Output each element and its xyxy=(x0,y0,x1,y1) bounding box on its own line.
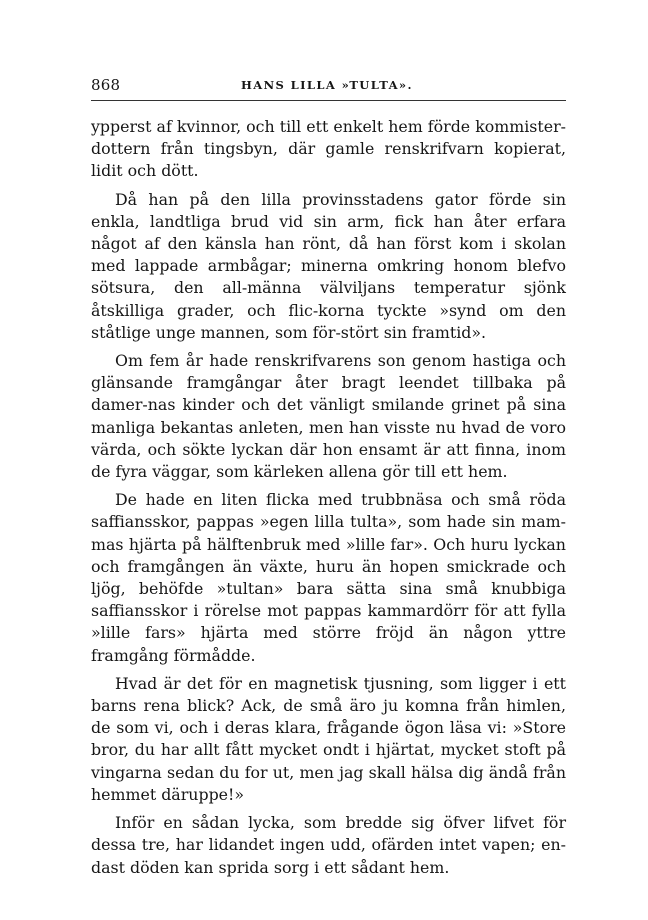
page-header xyxy=(91,76,566,96)
header-rule xyxy=(91,100,566,101)
page-number: 868 xyxy=(91,76,121,94)
paragraph-5: Hvad är det för en magnetisk tjusning, som ligger i ett barns rena blick? Ack, de små äro ju komna från himlen, de som vi, och i deras klara, frågande ögon läsa vi: »Store bror, du har allt fått mycket ondt i hjärtat, mycket stoft på vingarna sedan du for ut, men jag skall hälsa dig ändå från hemmet däruppe!» xyxy=(91,673,566,804)
paragraph-2: Då han på den lilla provinsstadens gator förde sin enkla, landtliga brud vid sin arm, fick han åter erfara något af den känsla han rönt, då han först kom i skolan med lappade armbågar; minerna omkring honom blefvo sötsura, den all-männa välviljans temperatur sjönk åtskilliga grader, och flic-korna tyckte »synd om den ståtlige unge mannen, som för-stört sin framtid». xyxy=(91,189,566,342)
running-title: HANS LILLA »TULTA». xyxy=(241,78,413,92)
paragraph-6: Inför en sådan lycka, som bredde sig öfver lifvet för dessa tre, har lidandet ingen udd, ofärden intet vapen; en-dast döden kan sprida sorg i ett sådant hem. xyxy=(91,813,566,877)
paragraph-1: ypperst af kvinnor, och till ett enkelt hem förde kommister-dottern från tingsbyn, där gamle renskrifvarn kopierat, lidit och dött. xyxy=(91,117,566,181)
paragraph-4: De hade en liten flicka med trubbnäsa och små röda saffiansskor, pappas »egen lilla tulta», som hade sin mam-mas hjärta på hälftenbruk med »lille far». Och huru lyckan och framgången än växte, huru än hopen smickrade och ljög, behöfde »tultan» bara sätta sina små knubbiga saffiansskor i rörelse mot pappas kammardörr för att fylla »lille fars» hjärta med större fröjd än någon yttre framgång förmådde. xyxy=(91,490,566,665)
body-text xyxy=(91,116,566,885)
paragraph-3: Om fem år hade renskrifvarens son genom hastiga och glänsande framgångar åter bragt leendet tillbaka på damer-nas kinder och det vänligt smilande grinet på sina manliga bekantas anleten, men han visste nu hvad de voro värda, och sökte lyckan där hon ensamt är att finna, inom de fyra väggar, som kärleken allena gör till ett hem. xyxy=(91,351,566,482)
